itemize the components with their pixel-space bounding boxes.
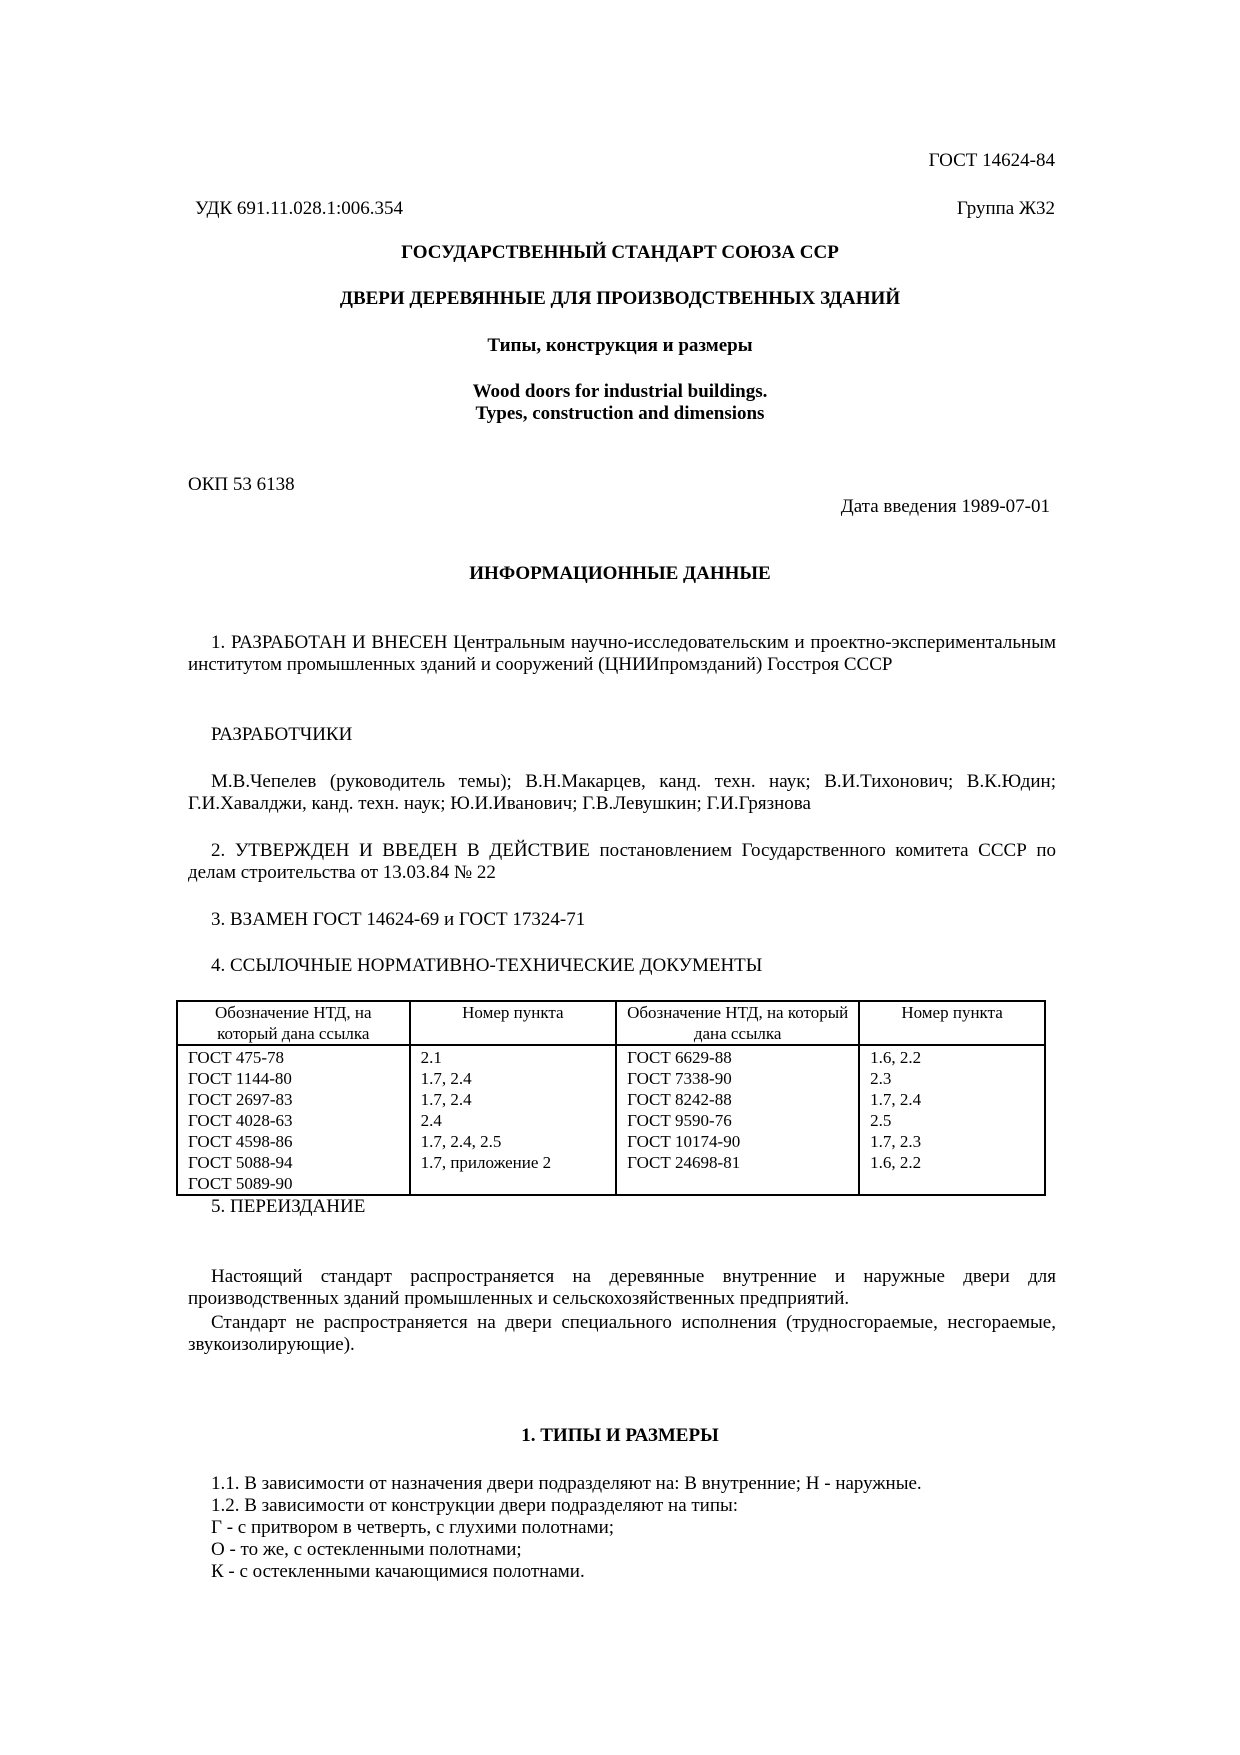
gost-number: ГОСТ 14624-84: [928, 150, 1055, 171]
left-items-cell: [410, 1045, 617, 1195]
section-1-line-2: 1.2. В зависимости от конструкции двери подразделяют на типы:: [211, 1495, 739, 1516]
main-title: ДВЕРИ ДЕРЕВЯННЫЕ ДЛЯ ПРОИЗВОДСТВЕННЫХ ЗДАНИЙ: [339, 288, 901, 309]
table-cell: ГОСТ 8242-88: [627, 1090, 732, 1109]
table-cell: ГОСТ 4028-63: [188, 1111, 293, 1130]
table-cell: 1.7, 2.4: [420, 1069, 472, 1088]
info-item-2: 2. УТВЕРЖДЕН И ВВЕДЕН В ДЕЙСТВИЕ постановлением Государственного комитета СССР по делам строительства от 13.03.84 № 22: [188, 840, 1056, 883]
info-item-1: 1. РАЗРАБОТАН И ВНЕСЕН Центральным научно-исследовательским и проектно-экспериментальным институтом промышленных зданий и сооружений (ЦНИИпромзданий) Госстроя СССР: [188, 632, 1056, 675]
english-title-line2: Types, construction and dimensions: [475, 403, 765, 424]
table-cell: 1.7, приложение 2: [420, 1153, 552, 1172]
table-cell: ГОСТ 7338-90: [627, 1069, 732, 1088]
table-cell: ГОСТ 9590-76: [627, 1111, 732, 1130]
header-item-right: Номер пункта: [859, 1001, 1045, 1045]
table-cell: 1.6, 2.2: [870, 1048, 922, 1067]
info-item-4: 4. ССЫЛОЧНЫЕ НОРМАТИВНО-ТЕХНИЧЕСКИЕ ДОКУМЕНТЫ: [211, 955, 763, 976]
info-item-3: 3. ВЗАМЕН ГОСТ 14624-69 и ГОСТ 17324-71: [211, 909, 586, 930]
table-cell: ГОСТ 24698-81: [627, 1153, 741, 1172]
scope-paragraph-1: Настоящий стандарт распространяется на деревянные внутренние и наружные двери для производственных зданий промышленных и сельскохозяйственных предприятий.: [188, 1266, 1056, 1309]
udk-code: УДК 691.11.028.1:006.354: [195, 198, 403, 219]
table-cell: 2.5: [870, 1111, 892, 1130]
table-cell: 1.7, 2.3: [870, 1132, 922, 1151]
table-cell: ГОСТ 4598-86: [188, 1132, 293, 1151]
info-heading: ИНФОРМАЦИОННЫЕ ДАННЫЕ: [469, 563, 771, 584]
right-items-cell: [859, 1045, 1045, 1195]
table-row: [177, 1045, 1045, 1195]
table-cell: 1.7, 2.4: [420, 1090, 472, 1109]
table-cell: ГОСТ 2697-83: [188, 1090, 293, 1109]
table-cell: [870, 1173, 1034, 1194]
section-1-heading: 1. ТИПЫ И РАЗМЕРЫ: [521, 1425, 719, 1446]
table-cell: [627, 1173, 848, 1194]
table-cell: ГОСТ 10174-90: [627, 1132, 741, 1151]
table-cell: 1.7, 2.4, 2.5: [420, 1132, 502, 1151]
subtitle: Типы, конструкция и размеры: [487, 335, 753, 356]
info-item-5: 5. ПЕРЕИЗДАНИЕ: [211, 1196, 366, 1217]
english-title-line1: Wood doors for industrial buildings.: [472, 381, 768, 402]
intro-date: Дата введения 1989-07-01: [840, 496, 1050, 517]
table-cell: 1.6, 2.2: [870, 1153, 922, 1172]
scope-paragraph-2: Стандарт не распространяется на двери специального исполнения (трудносгораемые, несгораемые, звукоизолирующие).: [188, 1312, 1056, 1355]
developers-label: РАЗРАБОТЧИКИ: [211, 724, 353, 745]
table-cell: ГОСТ 475-78: [188, 1048, 285, 1067]
section-1-line-5: К - с остекленными качающимися полотнами.: [211, 1561, 585, 1582]
left-docs-cell: [177, 1045, 410, 1195]
table-cell: 1.7, 2.4: [870, 1090, 922, 1109]
reference-documents-table: [176, 1000, 1046, 1196]
group-code: Группа Ж32: [956, 198, 1055, 219]
header-item-left: Номер пункта: [410, 1001, 617, 1045]
section-1-line-4: О - то же, с остекленными полотнами;: [211, 1539, 522, 1560]
section-1-line-1: 1.1. В зависимости от назначения двери подразделяют на: В внутренние; Н - наружные.: [211, 1473, 922, 1494]
section-1-line-3: Г - с притвором в четверть, с глухими полотнами;: [211, 1517, 615, 1538]
header-doc-left: Обозначение НТД, на который дана ссылка: [177, 1001, 410, 1045]
table-cell: 2.3: [870, 1069, 892, 1088]
header-doc-right: Обозначение НТД, на который дана ссылка: [616, 1001, 859, 1045]
table-cell: ГОСТ 1144-80: [188, 1069, 292, 1088]
state-standard-title: ГОСУДАРСТВЕННЫЙ СТАНДАРТ СОЮЗА ССР: [401, 242, 839, 263]
table-cell: ГОСТ 6629-88: [627, 1048, 732, 1067]
table-header-row: [177, 1001, 1045, 1045]
table-cell: 2.1: [420, 1048, 442, 1067]
developers-list: М.В.Чепелев (руководитель темы); В.Н.Макарцев, канд. техн. наук; В.И.Тихонович; В.К.Юдин; Г.И.Хавалджи, канд. техн. наук; Ю.И.Иванович; Г.В.Левушкин; Г.И.Грязнова: [188, 771, 1056, 814]
table-cell: 2.4: [420, 1111, 442, 1130]
table-cell: ГОСТ 5088-94: [188, 1153, 293, 1172]
table-cell: [421, 1173, 606, 1194]
okp-code: ОКП 53 6138: [188, 474, 295, 495]
right-docs-cell: [616, 1045, 859, 1195]
table-cell: ГОСТ 5089-90: [188, 1174, 293, 1193]
